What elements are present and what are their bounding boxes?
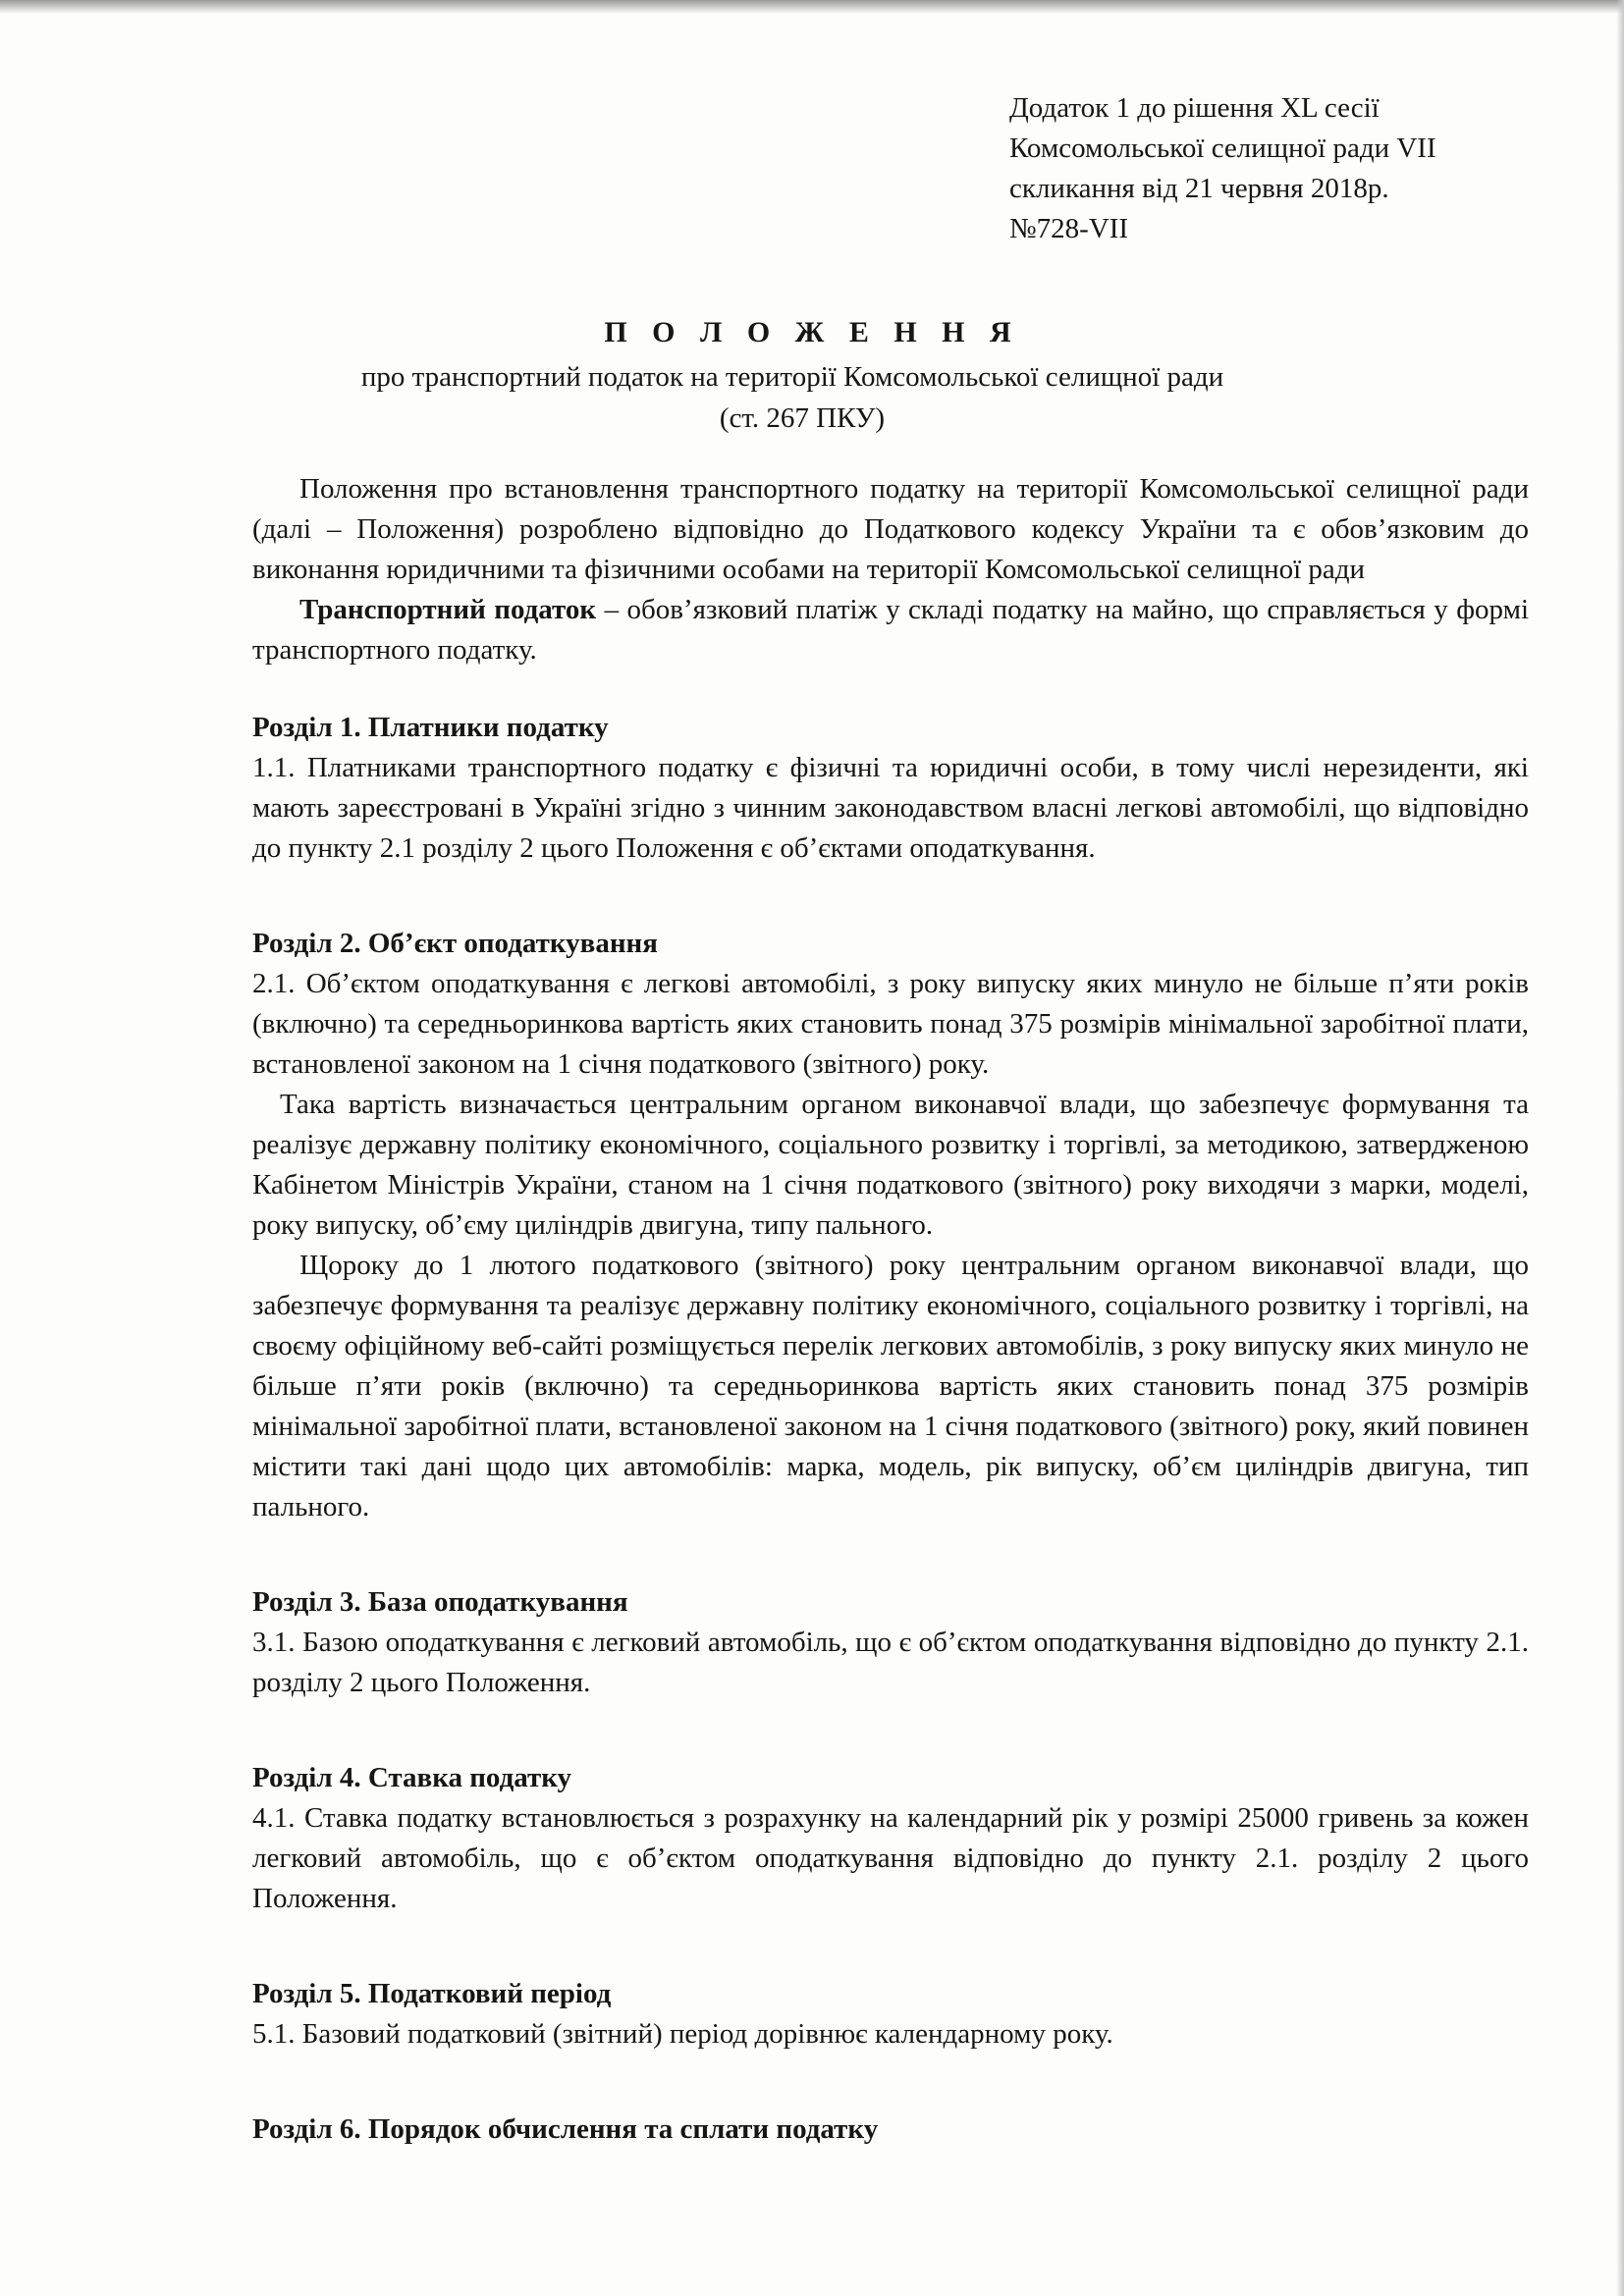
definition-text: – обов’язковий платіж у складі податку на майно, що справляється у формі транспортного податку.: [252, 594, 1529, 666]
section-title: Розділ 2. Об’єкт оподаткування: [252, 928, 658, 959]
section-paragraph: 3.1. Базою оподаткування є легковий автомобіль, що є об’єктом оподаткування відповідно до пункту 2.1. розділу 2 цього Положення.: [252, 1627, 1529, 1698]
section-paragraph: 2.1. Об’єктом оподаткування є легкові автомобілі, з року випуску яких минуло не більше п’яти років (включно) та середньоринкова вартість яких становить понад 375 розмірів мінімальної заробітної плати, встановленої законом на 1 січня податкового (звітного) року.: [252, 968, 1529, 1080]
section-title: Розділ 3. База оподаткування: [252, 1586, 628, 1618]
section-paragraph: 4.1. Ставка податку встановлюється з розрахунку на календарний рік у розмірі 25000 гривень за кожен легковий автомобіль, що є об’єктом оподаткування відповідно до пункту 2.1. розділу 2 цього Положення.: [252, 1802, 1529, 1914]
header-line: скликання від 21 червня 2018р.: [1009, 173, 1389, 204]
section-title: Розділ 1. Платники податку: [252, 712, 609, 743]
document-subtitle: про транспортний податок на території Комсомольської селищної ради: [360, 361, 1224, 393]
section-paragraph: 1.1. Платниками транспортного податку є фізичні та юридичні особи, в тому числі нерезиденти, які мають зареєстровані в Україні згідно з чинним законодавством власні легкові автомобілі, що відповідно до пункту 2.1 розділу 2 цього Положення є об’єктами оподаткування.: [252, 752, 1529, 864]
header-line: №728-VII: [1009, 213, 1129, 244]
header-line: Додаток 1 до рішення XL сесії: [1009, 92, 1380, 124]
section-title: Розділ 5. Податковий період: [252, 1978, 612, 2009]
document-subtitle-article: (ст. 267 ПКУ): [719, 402, 886, 434]
document-body: [252, 469, 1529, 2150]
section-title: Розділ 6. Порядок обчислення та сплати податку: [252, 2113, 879, 2145]
section-paragraph: 5.1. Базовий податковий (звітний) період дорівнює календарному року.: [252, 2018, 1113, 2050]
section-paragraph: Щороку до 1 лютого податкового (звітного) року центральним органом виконавчої влади, що забезпечує формування та реалізує державну політику економічного, соціального розвитку і торгівлі, на своєму офіційному веб-сайті розміщується перелік легкових автомобілів, з року випуску яких минуло не більше п’яти років (включно) та середньоринкова вартість яких становить понад 375 розмірів мінімальної заробітної плати, встановленої законом на 1 січня податкового (звітного) року, який повинен містити такі дані щодо цих автомобілів: марка, модель, рік випуску, об’єм циліндрів двигуна, тип пального.: [252, 1250, 1529, 1522]
section-paragraph: Така вартість визначається центральним органом виконавчої влади, що забезпечує формування та реалізує державну політику економічного, соціального розвитку і торгівлі, за методикою, затвердженою Кабінетом Міністрів України, станом на 1 січня податкового (звітного) року виходячи з марки, моделі, року випуску, об’єму циліндрів двигуна, типу пального.: [252, 1089, 1529, 1241]
section-title: Розділ 4. Ставка податку: [252, 1762, 572, 1793]
appendix-header: [1009, 88, 1559, 249]
header-line: Комсомольської селищної ради VII: [1009, 133, 1436, 164]
intro-paragraph: Положення про встановлення транспортного податку на території Комсомольської селищної ради (далі – Положення) розроблено відповідно до Податкового кодексу України та є обов’язковим до виконання юридичними та фізичними особами на території Комсомольської селищної ради: [252, 473, 1529, 585]
definition-paragraph: [252, 590, 1529, 670]
document-title: П О Л О Ж Е Н Н Я: [604, 316, 1020, 348]
defined-term: Транспортний податок: [299, 594, 597, 625]
scan-top-shadow: [0, 0, 1624, 14]
